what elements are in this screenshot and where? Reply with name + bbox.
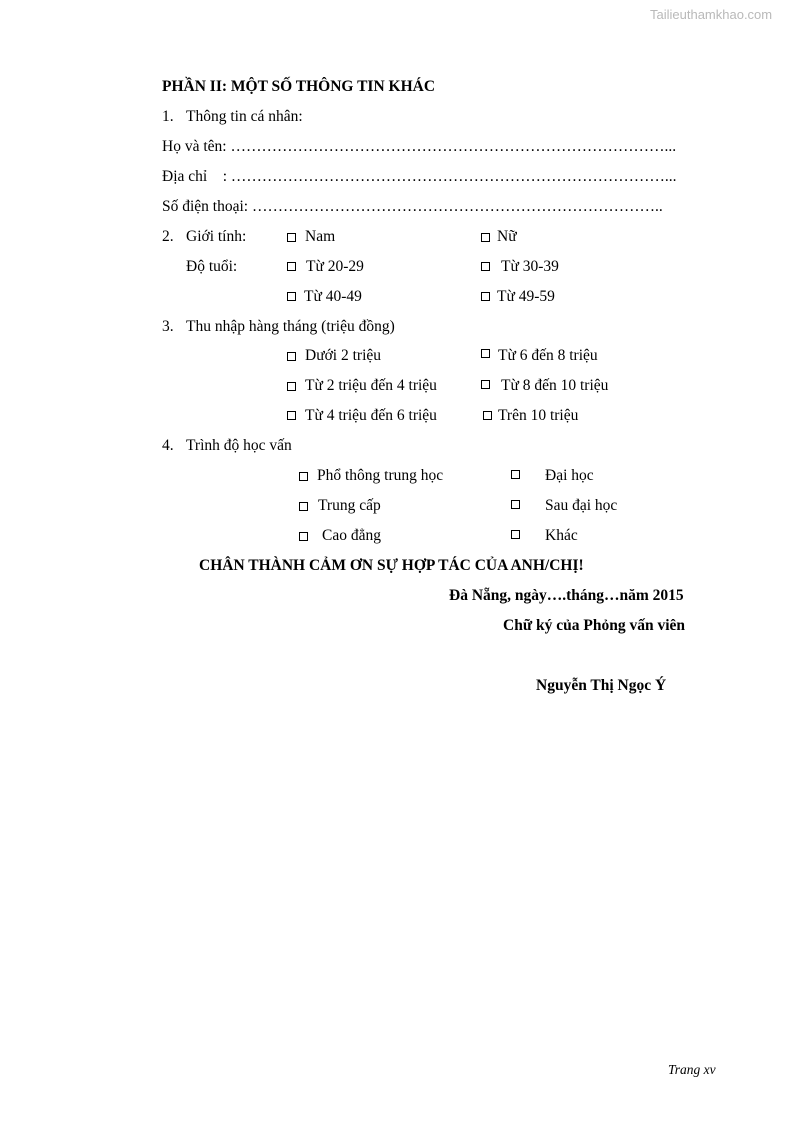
- income-option-under-2: Dưới 2 triệu: [305, 347, 382, 364]
- checkbox-age-30-39[interactable]: [481, 262, 490, 271]
- phone-field-line[interactable]: Số điện thoại: ……………………………………………………………………..: [162, 198, 663, 215]
- checkbox-income-under-2[interactable]: [287, 352, 296, 361]
- checkbox-edu-intermediate[interactable]: [299, 502, 308, 511]
- signer-name: Nguyễn Thị Ngọc Ý: [536, 677, 667, 694]
- age-option-49-59: Từ 49-59: [497, 288, 555, 305]
- edu-option-postgraduate: Sau đại học: [545, 497, 618, 514]
- income-option-over-10: Trên 10 triệu: [498, 407, 579, 424]
- name-field-line[interactable]: Họ và tên: …………………………………………………………………………...: [162, 138, 677, 155]
- edu-option-high-school: Phổ thông trung học: [317, 467, 444, 484]
- q1-label: Thông tin cá nhân:: [186, 108, 303, 125]
- age-option-40-49: Từ 40-49: [304, 288, 362, 305]
- checkbox-edu-other[interactable]: [511, 530, 520, 539]
- edu-option-intermediate: Trung cấp: [318, 497, 381, 514]
- age-option-20-29: Từ 20-29: [306, 258, 364, 275]
- checkbox-age-20-29[interactable]: [287, 262, 296, 271]
- checkbox-income-6-8[interactable]: [481, 349, 490, 358]
- watermark: Tailieuthamkhao.com: [650, 7, 773, 22]
- income-option-8-10: Từ 8 đến 10 triệu: [501, 377, 609, 394]
- checkbox-age-49-59[interactable]: [481, 292, 490, 301]
- checkbox-income-4-6[interactable]: [287, 411, 296, 420]
- gender-option-male: Nam: [305, 228, 336, 245]
- section-heading: PHẦN II: MỘT SỐ THÔNG TIN KHÁC: [162, 78, 436, 95]
- edu-option-college: Cao đẳng: [322, 527, 381, 544]
- gender-option-female: Nữ: [497, 228, 517, 245]
- checkbox-edu-postgraduate[interactable]: [511, 500, 520, 509]
- checkbox-gender-male[interactable]: [287, 233, 296, 242]
- address-field-line[interactable]: Địa chỉ : …………………………………………………………………………...: [162, 168, 677, 185]
- checkbox-income-2-4[interactable]: [287, 382, 296, 391]
- q2-number: 2.: [162, 228, 174, 245]
- age-label: Độ tuổi:: [186, 258, 238, 275]
- checkbox-gender-female[interactable]: [481, 233, 490, 242]
- thank-you-message: CHÂN THÀNH CẢM ƠN SỰ HỢP TÁC CỦA ANH/CHỊ!: [199, 557, 584, 574]
- edu-option-university: Đại học: [545, 467, 594, 484]
- date-line: Đà Nẵng, ngày….tháng…năm 2015: [449, 587, 684, 604]
- q4-number: 4.: [162, 437, 174, 454]
- gender-label: Giới tính:: [186, 228, 247, 245]
- checkbox-edu-university[interactable]: [511, 470, 520, 479]
- q3-label: Thu nhập hàng tháng (triệu đồng): [186, 318, 395, 335]
- signature-title: Chữ ký của Phỏng vấn viên: [503, 617, 685, 634]
- q4-label: Trình độ học vấn: [186, 437, 292, 454]
- q1-number: 1.: [162, 108, 174, 125]
- age-option-30-39: Từ 30-39: [501, 258, 559, 275]
- checkbox-income-over-10[interactable]: [483, 411, 492, 420]
- checkbox-edu-college[interactable]: [299, 532, 308, 541]
- edu-option-other: Khác: [545, 527, 578, 544]
- income-option-2-4: Từ 2 triệu đến 4 triệu: [305, 377, 437, 394]
- q3-number: 3.: [162, 318, 174, 335]
- income-option-4-6: Từ 4 triệu đến 6 triệu: [305, 407, 437, 424]
- checkbox-income-8-10[interactable]: [481, 380, 490, 389]
- checkbox-edu-high-school[interactable]: [299, 472, 308, 481]
- page-number: Trang xv: [668, 1062, 716, 1077]
- checkbox-age-40-49[interactable]: [287, 292, 296, 301]
- income-option-6-8: Từ 6 đến 8 triệu: [498, 347, 598, 364]
